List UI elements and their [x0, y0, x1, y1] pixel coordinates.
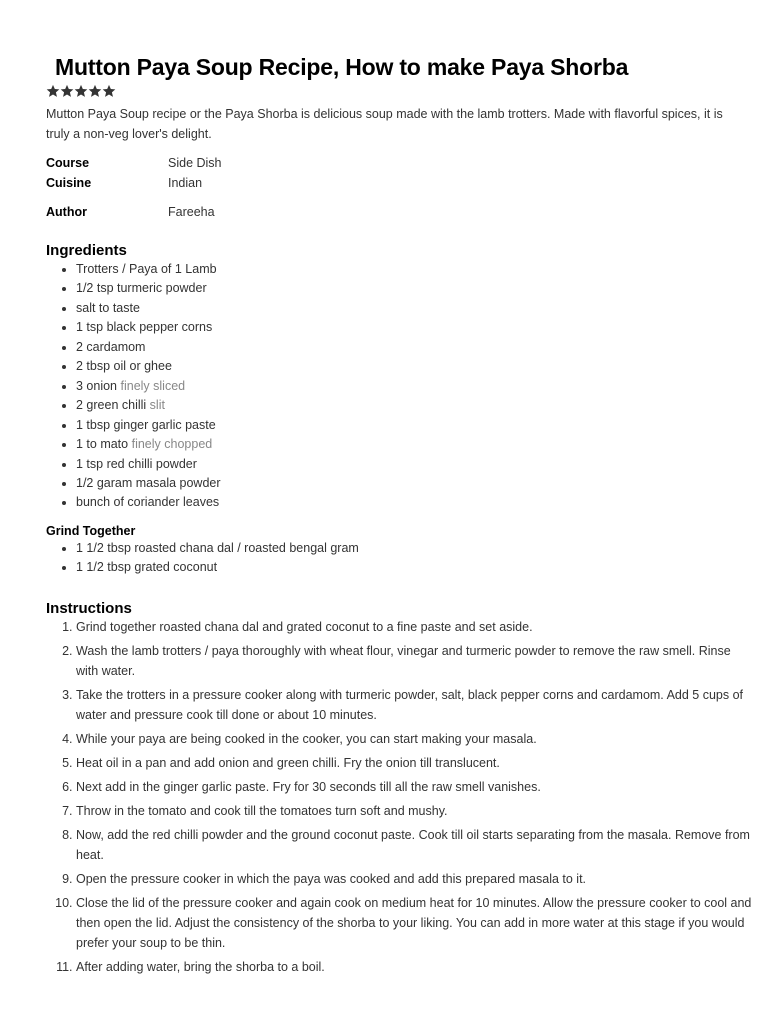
ingredient-name: salt to taste: [76, 300, 140, 315]
star-icon[interactable]: [88, 84, 102, 98]
star-rating[interactable]: [46, 84, 116, 100]
ingredient-item: [76, 338, 221, 357]
instruction-step: 9. Open the pressure cooker in which the paya was cooked and add this prepared masala to it.: [76, 870, 756, 890]
course-label: Course: [46, 156, 90, 170]
instruction-step: 1. Grind together roasted chana dal and grated coconut to a fine paste and set aside.: [76, 618, 756, 638]
meta-course: [46, 154, 222, 172]
grind-list: [46, 539, 359, 578]
ingredient-name: 1 tsp red chilli powder: [76, 456, 197, 471]
cuisine-label: Cuisine: [46, 176, 92, 190]
ingredient-name: 2 tbsp oil or ghee: [76, 359, 172, 374]
ingredient-item: [76, 260, 221, 279]
instruction-step: 8. Now, add the red chilli powder and the ground coconut paste. Cook till oil starts separating from the masala. Remove from heat.: [76, 826, 756, 866]
author-value: Fareeha: [168, 205, 215, 219]
star-icon[interactable]: [60, 84, 74, 98]
instruction-step: 11. After adding water, bring the shorba to a boil.: [76, 958, 756, 978]
ingredient-name: 1/2 tsp turmeric powder: [76, 281, 207, 296]
star-icon[interactable]: [46, 84, 60, 98]
star-icon[interactable]: [102, 84, 116, 98]
recipe-summary: Mutton Paya Soup recipe or the Paya Shorba is delicious soup made with the lamb trotters. Made with flavorful spices, it is truly a non-veg lover's delight.: [46, 107, 723, 141]
ingredient-name: 1/2 garam masala powder: [76, 475, 221, 490]
ingredient-name: 3 onion: [76, 378, 118, 393]
ingredient-item: [76, 435, 221, 454]
ingredient-item: [76, 299, 221, 318]
ingredient-note: finely chopped: [131, 437, 213, 452]
ingredient-note: finely sliced: [120, 378, 186, 393]
instruction-step: 7. Throw in the tomato and cook till the tomatoes turn soft and mushy.: [76, 802, 756, 822]
ingredient-item: [76, 493, 221, 512]
meta-cuisine: [46, 174, 202, 192]
ingredient-name: 1 tbsp ginger garlic paste: [76, 417, 216, 432]
meta-author: [46, 203, 215, 221]
ingredient-item: [76, 396, 221, 415]
ingredients-list: [46, 260, 221, 513]
instruction-step: 6. Next add in the ginger garlic paste. Fry for 30 seconds till all the raw smell vanishes.: [76, 778, 756, 798]
grind-item: • 1 1/2 tbsp roasted chana dal / roasted bengal gram: [76, 539, 359, 558]
ingredient-item: [76, 318, 221, 337]
ingredient-name: 1 tsp black pepper corns: [76, 320, 213, 335]
instruction-step: 10. Close the lid of the pressure cooker and again cook on medium heat for 10 minutes. Allow the pressure cooker to cool and then open the lid. Adjust the consistency of the shorba to your liking. You can add in more water at this stage if you would prefer your soup to be thin.: [76, 894, 756, 953]
ingredient-name: 2 green chilli: [76, 398, 147, 413]
ingredient-name: 2 cardamom: [76, 339, 146, 354]
ingredient-item: [76, 416, 221, 435]
instructions-heading: Instructions: [46, 600, 132, 617]
ingredient-item: [76, 455, 221, 474]
ingredient-name: 1 to mato: [76, 437, 129, 452]
ingredients-heading: Ingredients: [46, 242, 127, 259]
grind-item: • 1 1/2 tbsp grated coconut: [76, 558, 359, 577]
ingredient-item: [76, 474, 221, 493]
ingredient-item: [76, 279, 221, 298]
ingredient-note: slit: [149, 398, 165, 413]
recipe-title: Mutton Paya Soup Recipe, How to make Paya Shorba: [55, 54, 629, 80]
ingredient-name: Trotters / Paya of 1 Lamb: [76, 262, 217, 276]
ingredient-item: [76, 357, 221, 376]
cuisine-value: Indian: [168, 176, 203, 190]
instruction-step: 2. Wash the lamb trotters / paya thoroughly with wheat flour, vinegar and turmeric powder to remove the raw smell. Rinse with water.: [76, 642, 756, 682]
star-icon[interactable]: [74, 84, 88, 98]
instructions-list: [46, 618, 756, 982]
ingredient-name: bunch of coriander leaves: [76, 495, 220, 510]
instruction-step: 4. While your paya are being cooked in the cooker, you can start making your masala.: [76, 730, 756, 750]
author-label: Author: [46, 205, 87, 219]
instruction-step: 5. Heat oil in a pan and add onion and green chilli. Fry the onion till translucent.: [76, 754, 756, 774]
course-value: Side Dish: [168, 156, 222, 170]
instruction-step: 3. Take the trotters in a pressure cooker along with turmeric powder, salt, black pepper corns and cardamom. Add 5 cups of water and pressure cook till done or about 10 minutes.: [76, 686, 756, 726]
grind-heading: Grind Together: [46, 524, 136, 538]
ingredient-item: [76, 377, 221, 396]
